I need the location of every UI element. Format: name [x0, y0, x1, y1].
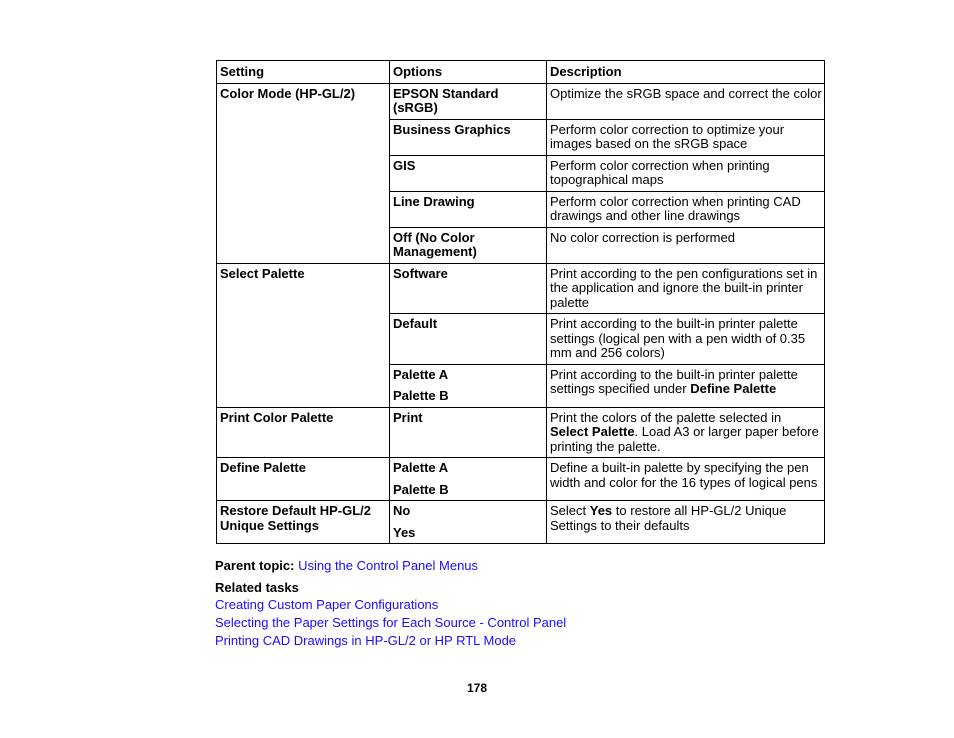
description-cell [547, 364, 825, 407]
related-task-link[interactable]: Selecting the Paper Settings for Each Source - Control Panel [215, 615, 567, 630]
parent-topic [215, 558, 478, 573]
header-setting: Setting [217, 61, 390, 84]
description-text: . Load A3 or larger paper before printing the palette. [550, 424, 819, 454]
description-cell [547, 501, 825, 544]
option-cell: GIS [390, 155, 547, 191]
table-row [217, 83, 825, 119]
table-row [217, 458, 825, 501]
setting-select-palette: Select Palette [217, 263, 390, 407]
setting-print-color-palette: Print Color Palette [217, 407, 390, 458]
option-cell [390, 501, 547, 544]
option-palette-a: Palette A [393, 460, 449, 475]
option-cell: Business Graphics [390, 119, 547, 155]
setting-define-palette: Define Palette [217, 458, 390, 501]
description-cell: Perform color correction to optimize your images based on the sRGB space [547, 119, 825, 155]
description-cell: Perform color correction when printing CAD drawings and other line drawings [547, 191, 825, 227]
description-bold-term: Select Palette [550, 424, 635, 439]
table-header-row [217, 61, 825, 84]
table-row [217, 501, 825, 544]
option-cell: EPSON Standard (sRGB) [390, 83, 547, 119]
description-cell [547, 407, 825, 458]
setting-color-mode: Color Mode (HP-GL/2) [217, 83, 390, 263]
option-no: No [393, 503, 411, 518]
related-task-link[interactable]: Creating Custom Paper Configurations [215, 597, 439, 612]
option-cell: Print [390, 407, 547, 458]
option-cell [390, 458, 547, 501]
description-text: to restore all HP-GL/2 Unique Settings to their defaults [550, 503, 787, 533]
parent-topic-label: Parent topic: [215, 558, 295, 573]
description-cell: No color correction is performed [547, 227, 825, 263]
option-palette-b: Palette B [393, 388, 449, 403]
description-cell: Perform color correction when printing topographical maps [547, 155, 825, 191]
option-yes: Yes [393, 524, 416, 540]
related-tasks-heading: Related tasks [215, 580, 299, 595]
option-cell: Default [390, 314, 547, 365]
option-cell [390, 364, 547, 407]
description-cell: Optimize the sRGB space and correct the color [547, 83, 825, 119]
settings-table [216, 60, 825, 544]
description-cell: Print according to the built-in printer palette settings (logical pen with a pen width of 0.35 mm and 256 colors) [547, 314, 825, 365]
header-description: Description [547, 61, 825, 84]
description-text: Select [550, 503, 590, 518]
option-palette-b: Palette B [393, 481, 449, 497]
description-text: Print according to the built-in printer palette settings specified under [550, 366, 798, 396]
description-cell: Print according to the pen configurations set in the application and ignore the built-in printer palette [547, 263, 825, 314]
option-palette-a: Palette A [393, 366, 449, 382]
page-number: 178 [466, 681, 488, 695]
related-task-link[interactable]: Printing CAD Drawings in HP-GL/2 or HP RTL Mode [215, 633, 517, 648]
description-bold-term: Define Palette [690, 381, 777, 396]
option-cell: Line Drawing [390, 191, 547, 227]
table-row [217, 407, 825, 458]
table-row [217, 263, 825, 314]
description-bold-term: Yes [589, 503, 613, 518]
header-options: Options [390, 61, 547, 84]
description-cell: Define a built-in palette by specifying the pen width and color for the 16 types of logical pens [547, 458, 825, 501]
setting-restore-default: Restore Default HP-GL/2 Unique Settings [217, 501, 390, 544]
option-cell: Off (No Color Management) [390, 227, 547, 263]
parent-topic-link[interactable]: Using the Control Panel Menus [298, 558, 479, 573]
description-text: Print the colors of the palette selected in [550, 409, 782, 425]
option-cell: Software [390, 263, 547, 314]
